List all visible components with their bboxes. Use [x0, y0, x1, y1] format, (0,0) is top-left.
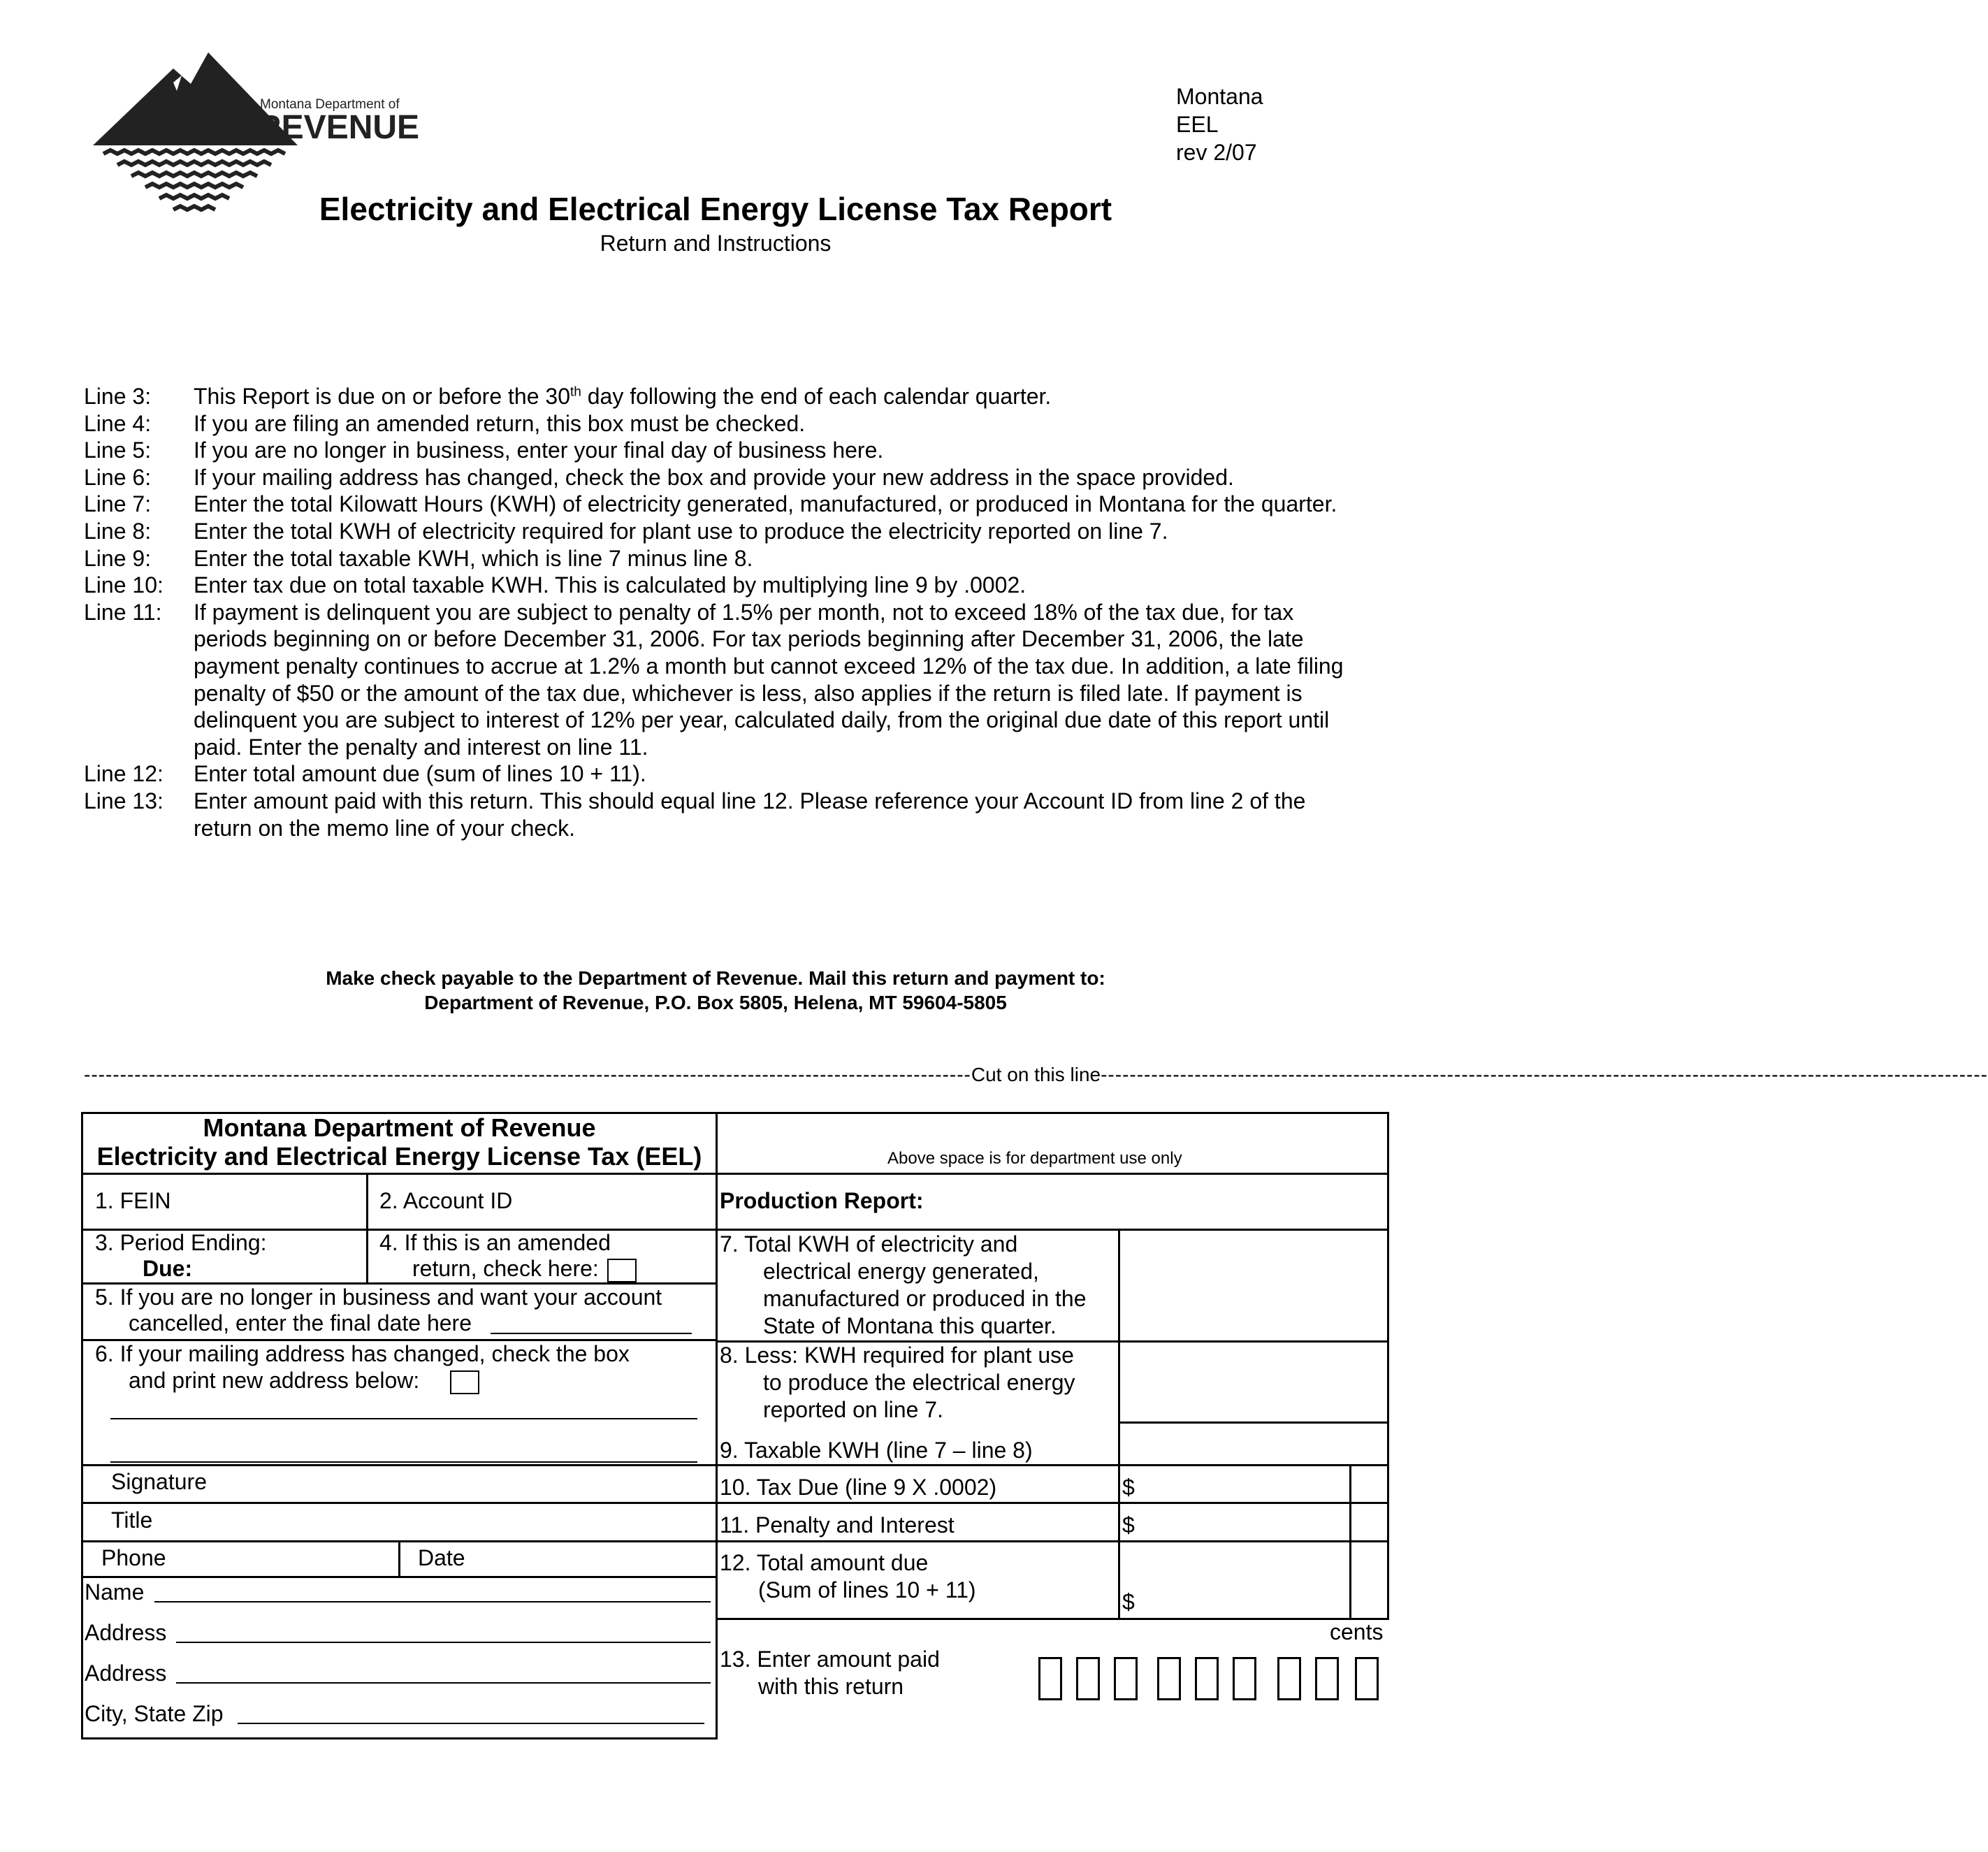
mailing-line-1: Make check payable to the Department of Revenue. Mail this return and payment to:: [326, 967, 1105, 989]
line6-label-2: and print new address below:: [129, 1367, 479, 1394]
date-label: Date: [418, 1545, 465, 1570]
amended-checkbox[interactable]: [607, 1259, 637, 1282]
payment-cents-box[interactable]: [1315, 1657, 1339, 1700]
due-label: Due:: [143, 1256, 193, 1281]
address-change-checkbox[interactable]: [450, 1370, 479, 1394]
payment-digit-box[interactable]: [1195, 1657, 1219, 1700]
signature-label: Signature: [111, 1469, 207, 1494]
form-header: [83, 1113, 716, 1171]
payment-digit-box[interactable]: [1157, 1657, 1181, 1700]
page-title: Electricity and Electrical Energy License Tax Report: [319, 191, 1112, 227]
form-header-title: Montana Department of Revenue: [203, 1113, 596, 1142]
period-ending-label: 3. Period Ending:: [95, 1230, 267, 1255]
line11-dollar: $: [1122, 1512, 1135, 1538]
cut-line-label: Cut on this line: [971, 1064, 1101, 1085]
instruction-line-9: Line 9: Enter the total taxable KWH, which is line 7 minus line 8.: [84, 545, 753, 571]
line11-label: 11. Penalty and Interest: [720, 1512, 955, 1538]
payment-digit-box[interactable]: [1277, 1657, 1301, 1700]
instruction-line-13: Line 13: Enter amount paid with this return. This should equal line 12. Please reference your Account ID from line 2 of the return on the memo line of your check.: [84, 788, 1306, 841]
corner-code: EEL: [1176, 112, 1219, 137]
mailing-address: Department of Revenue, P.O. Box 5805, Helena, MT 59604-5805: [424, 992, 1007, 1013]
line10-dollar: $: [1122, 1475, 1135, 1500]
instruction-line-7: Line 7: Enter the total Kilowatt Hours (KWH) of electricity generated, manufactured, or produced in Montana for the quarter.: [84, 491, 1337, 517]
address-label-1: Address: [85, 1620, 167, 1645]
instruction-line-5: Line 5: If you are no longer in business, enter your final day of business here.: [84, 437, 884, 463]
line7-label: 7. Total KWH of electricity and electrical energy generated, manufactured or produced in the State of Montana this quarter.: [720, 1231, 1087, 1338]
page-subtitle: Return and Instructions: [600, 231, 832, 256]
logo-small-text: Montana Department of: [260, 97, 400, 112]
line9-label: 9. Taxable KWH (line 7 – line 8): [720, 1438, 1033, 1463]
corner-revision: rev 2/07: [1176, 140, 1257, 165]
instruction-line-8: Line 8: Enter the total KWH of electricity required for plant use to produce the electricity reported on line 7.: [84, 518, 1168, 544]
line5-label-2: cancelled, enter the final date here: [129, 1310, 472, 1336]
mailing-instructions: [0, 966, 1431, 1015]
cents-label: cents: [1330, 1619, 1384, 1644]
new-address-line-2[interactable]: [110, 1461, 697, 1463]
instruction-line-10: Line 10: Enter tax due on total taxable KWH. This is calculated by multiplying line 9 by .0002.: [84, 572, 1026, 598]
line5-label-1: 5. If you are no longer in business and want your account: [95, 1285, 662, 1310]
title-label: Title: [111, 1507, 153, 1533]
return-form: [81, 1112, 1389, 1739]
payment-cents-box[interactable]: [1355, 1657, 1379, 1700]
instruction-line-11: Line 11: If payment is delinquent you are subject to penalty of 1.5% per month, not to exceed 18% of the tax due, for tax periods beginning on or before December 31, 2006. For tax periods beginning after December 31, 2006, the late payment penalty continues to accrue at 1.2% a month but cannot exceed 12% of the tax due. In addition, a late filing penalty of $50 or the amount of the tax due, whichever is less, also applies if the return is filed late. If payment is delinquent you are subject to interest of 12% per year, calculated daily, from the original due date of this report until paid. Enter the penalty and interest on line 11.: [84, 599, 1344, 760]
address-line-2[interactable]: [176, 1682, 711, 1684]
line12-dollar: $: [1122, 1589, 1135, 1614]
final-date-line[interactable]: [491, 1333, 692, 1334]
line10-label: 10. Tax Due (line 9 X .0002): [720, 1475, 997, 1500]
instruction-line-6: Line 6: If your mailing address has changed, check the box and provide your new address in the space provided.: [84, 464, 1234, 490]
fein-label: 1. FEIN: [95, 1188, 171, 1213]
cut-line: [84, 1064, 1988, 1086]
phone-label: Phone: [101, 1545, 166, 1570]
payment-digit-box[interactable]: [1076, 1657, 1100, 1700]
instruction-line-3: [84, 383, 1356, 410]
instruction-line-12: Line 12: Enter total amount due (sum of lines 10 + 11).: [84, 761, 646, 787]
production-report-heading: Production Report:: [720, 1188, 924, 1213]
city-state-zip-label: City, State Zip: [85, 1701, 224, 1726]
corner-state: Montana: [1176, 84, 1263, 109]
line12-label: 12. Total amount due (Sum of lines 10 + 11): [720, 1550, 976, 1603]
instruction-text: This Report is due on or before the 30th day following the end of each calendar quarter.: [194, 384, 1052, 409]
instructions-list: [84, 383, 1356, 841]
amended-label-1: 4. If this is an amended: [379, 1230, 611, 1255]
form-header-subtitle: Electricity and Electrical Energy License Tax (EEL): [96, 1142, 702, 1171]
payment-digit-box[interactable]: [1114, 1657, 1138, 1700]
logo-big-text: REVENUE: [257, 109, 420, 146]
instruction-line-4: Line 4: If you are filing an amended return, this box must be checked.: [84, 410, 806, 436]
name-line[interactable]: [154, 1601, 711, 1603]
cut-dashes-right: ---------------------------------------------------------------------------------------------------------------------------: [1101, 1064, 1988, 1085]
instruction-label: Line 3:: [84, 384, 152, 409]
line8-label: 8. Less: KWH required for plant use to produce the electrical energy reported on line 7.: [720, 1343, 1075, 1422]
address-line-1[interactable]: [176, 1642, 711, 1643]
name-label: Name: [85, 1579, 145, 1605]
city-state-zip-line[interactable]: [238, 1723, 704, 1724]
amended-label-2: return, check here:: [412, 1255, 637, 1282]
line6-label-1: 6. If your mailing address has changed, check the box: [95, 1341, 630, 1366]
address-label-2: Address: [85, 1661, 167, 1686]
department-use-note: Above space is for department use only: [887, 1149, 1182, 1168]
line13-label: 13. Enter amount paid with this return: [720, 1647, 940, 1699]
payment-digit-box[interactable]: [1233, 1657, 1256, 1700]
cut-dashes-left: ---------------------------------------------------------------------------------------------------------------------------: [84, 1064, 971, 1085]
new-address-line-1[interactable]: [110, 1418, 697, 1419]
form-code: [1176, 82, 1263, 166]
account-id-label: 2. Account ID: [379, 1188, 513, 1213]
payment-digit-box[interactable]: [1038, 1657, 1062, 1700]
